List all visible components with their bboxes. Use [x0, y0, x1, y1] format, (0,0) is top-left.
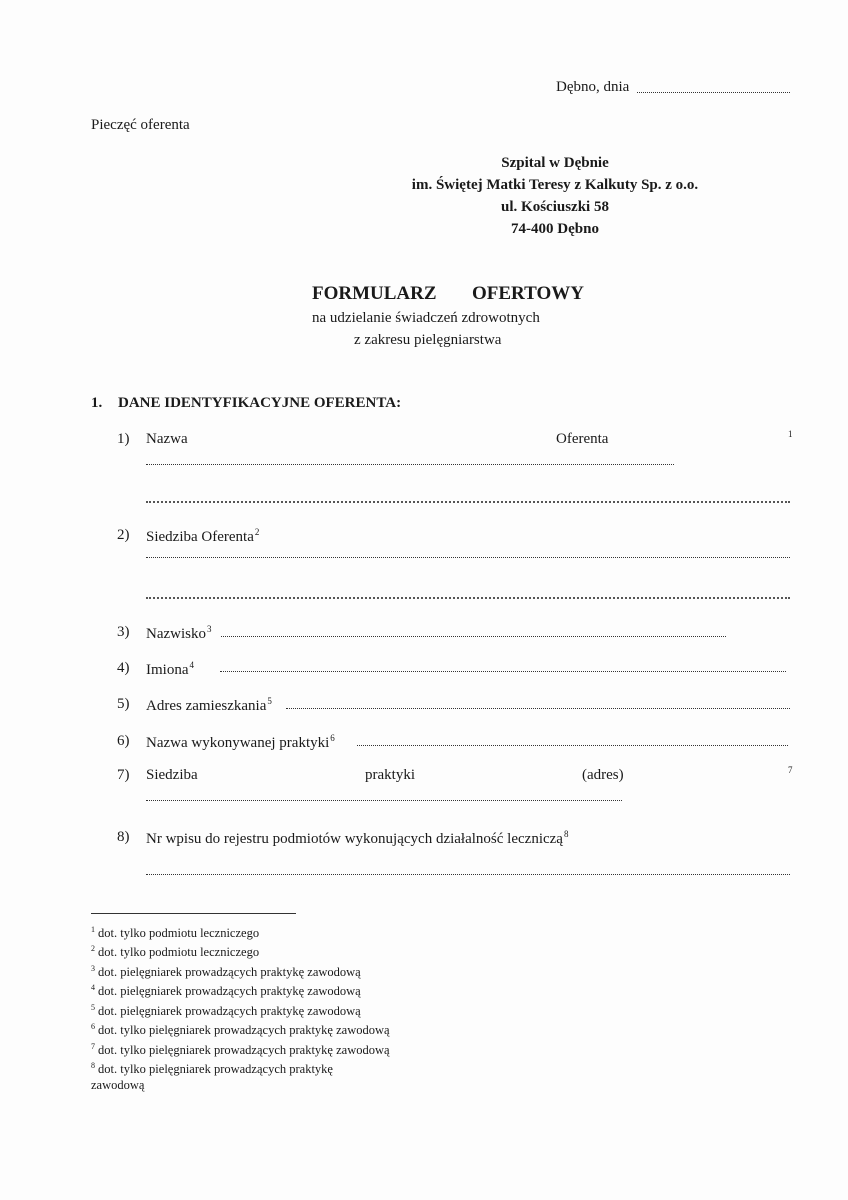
field-4-number: 4) — [117, 660, 130, 676]
footnote-text: dot. tylko podmiotu leczniczego — [98, 945, 260, 959]
place-date-label: Dębno, dnia — [556, 79, 630, 95]
field-2-number: 2) — [117, 527, 130, 543]
footnote-mark: 5 — [91, 1003, 95, 1012]
field-3-footnote-ref: 3 — [207, 624, 212, 634]
subtitle-line-1: na udzielanie świadczeń zdrowotnych — [312, 310, 540, 326]
field-4-label — [146, 660, 194, 679]
footnote-mark: 6 — [91, 1022, 95, 1031]
footnote-continuation: zawodową — [91, 1078, 145, 1092]
field-7-label: Siedziba — [146, 767, 198, 783]
footnote-mark: 1 — [91, 925, 95, 934]
field-2-input-line-2[interactable] — [146, 597, 790, 599]
recipient-line-3: ul. Kościuszki 58 — [501, 199, 609, 215]
footnote-mark: 8 — [91, 1061, 95, 1070]
field-1-number: 1) — [117, 431, 130, 447]
field-6-number: 6) — [117, 733, 130, 749]
field-8-footnote-ref: 8 — [563, 829, 569, 839]
field-1-footnote-ref: 1 — [788, 429, 793, 439]
field-8-number: 8) — [117, 829, 130, 845]
field-1-label-right: Oferenta — [556, 431, 609, 447]
field-4-footnote-ref: 4 — [189, 660, 194, 670]
footnote-text: dot. pielęgniarek prowadzących praktykę zawodową — [98, 984, 361, 998]
field-5-footnote-ref: 5 — [267, 696, 272, 706]
field-6-footnote-ref: 6 — [330, 733, 335, 743]
field-6-input[interactable] — [357, 745, 788, 746]
footnote-separator — [91, 913, 296, 914]
recipient-line-2: im. Świętej Matki Teresy z Kalkuty Sp. z o.o. — [411, 177, 699, 193]
field-3-label-text: Nazwisko — [146, 626, 206, 642]
field-2-label — [146, 527, 259, 546]
field-7-number: 7) — [117, 767, 130, 783]
field-7-label-mid: praktyki — [365, 767, 415, 783]
date-field[interactable] — [637, 92, 790, 93]
footnote-text: dot. tylko pielęgniarek prowadzących praktykę zawodową — [98, 1043, 390, 1057]
footnote-mark: 4 — [91, 983, 95, 992]
field-4-input[interactable] — [220, 671, 786, 672]
section-heading: DANE IDENTYFIKACYJNE OFERENTA: — [118, 395, 402, 411]
footnote-text: dot. tylko pielęgniarek prowadzących praktykę — [98, 1062, 333, 1076]
field-2-input-line-1[interactable] — [146, 557, 790, 558]
recipient-line-1: Szpital w Dębnie — [501, 155, 609, 171]
footnote-mark: 7 — [91, 1042, 95, 1051]
field-8-label — [146, 829, 568, 848]
field-7-label-right: (adres) — [582, 767, 624, 783]
field-8-label-text: Nr wpisu do rejestru podmiotów wykonujących działalność leczniczą — [146, 831, 563, 847]
field-3-label — [146, 624, 212, 643]
footnote-text: dot. pielęgniarek prowadzących praktykę zawodową — [98, 965, 361, 979]
field-5-label — [146, 696, 272, 715]
field-6-label — [146, 733, 335, 752]
stamp-label: Pieczęć oferenta — [91, 117, 190, 133]
recipient-address — [390, 152, 720, 244]
field-7-input[interactable] — [146, 800, 622, 801]
subtitle-line-2: z zakresu pielęgniarstwa — [354, 332, 502, 348]
field-4-label-text: Imiona — [146, 662, 189, 678]
footnote-text: dot. tylko podmiotu leczniczego — [98, 926, 260, 940]
field-1-input-line-2[interactable] — [146, 501, 790, 503]
field-2-label-text: Siedziba Oferenta — [146, 529, 254, 545]
recipient-line-4: 74-400 Dębno — [511, 221, 599, 237]
field-5-input[interactable] — [286, 708, 790, 709]
field-6-label-text: Nazwa wykonywanej praktyki — [146, 735, 330, 751]
footnote-mark: 3 — [91, 964, 95, 973]
field-8-input[interactable] — [146, 874, 790, 875]
field-7-footnote-ref: 7 — [788, 765, 793, 775]
field-2-footnote-ref: 2 — [254, 527, 260, 537]
footnote-text: dot. tylko pielęgniarek prowadzących praktykę zawodową — [98, 1023, 390, 1037]
field-3-input[interactable] — [221, 636, 726, 637]
field-1-input-line-1[interactable] — [146, 464, 674, 465]
field-1-label: Nazwa — [146, 431, 188, 447]
field-5-label-text: Adres zamieszkania — [146, 698, 267, 714]
footnote-text: dot. pielęgniarek prowadzących praktykę zawodową — [98, 1004, 361, 1018]
section-number: 1. — [91, 395, 103, 411]
title-word-2: OFERTOWY — [472, 283, 584, 304]
field-5-number: 5) — [117, 696, 130, 712]
field-3-number: 3) — [117, 624, 130, 640]
title-word-1: FORMULARZ — [312, 283, 437, 304]
footnote-mark: 2 — [91, 944, 95, 953]
